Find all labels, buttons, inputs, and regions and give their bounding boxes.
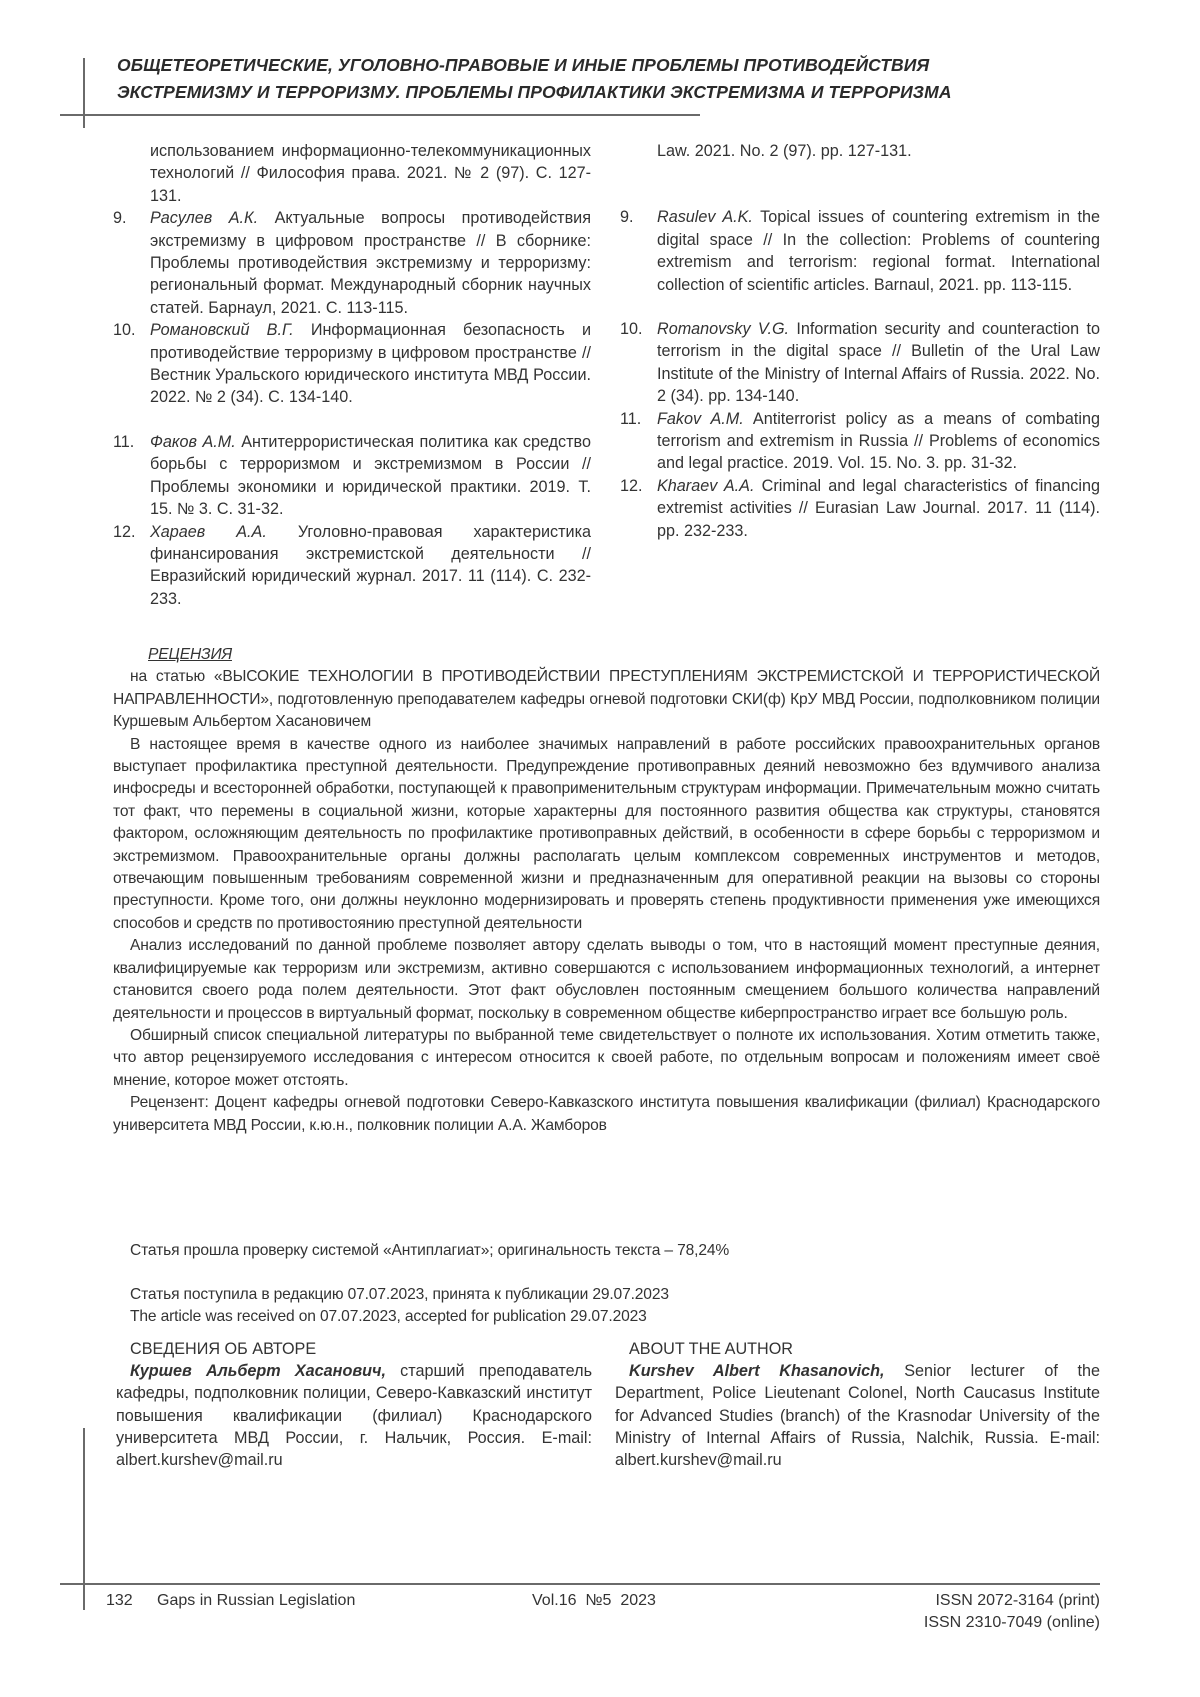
reference-text: Уголовно-правовая характеристика финансирования экстремистской деятельности // Евразийский юридический журнал. 2017. 11 (114). С. 232-233. [150,522,592,608]
spacer [620,162,1100,206]
author-heading: СВЕДЕНИЯ ОБ АВТОРЕ [130,1340,317,1358]
reference-continuation: Law. 2021. No. 2 (97). pp. 127-131. [657,142,912,160]
reference-author: Расулев А.К. [150,209,259,228]
review-paragraph: Анализ исследований по данной проблеме позволяет автору сделать выводы о том, что в настоящий момент преступные деяния, квалифицируемые как терроризм или экстремизм, активно совершаются с использованием информационных технологий, а интернет становится своего рода полем деятельности. Этот факт обусловлен постоянным смещением большого количества направлений деятельности и процессов в виртуальный формат, поскольку в современном обществе киберпространство играет все большую роль. [113,937,1100,1022]
author-info-en [615,1338,1100,1471]
reference-item [620,475,1100,542]
reference-author: Rasulev A.K. [657,208,753,227]
reference-author: Факов А.М. [150,432,236,451]
references-en [620,140,1100,542]
reference-item [620,318,1100,408]
reference-item [113,521,591,611]
top-left-vertical-rule [83,58,85,128]
reviewer: Рецензент: Доцент кафедры огневой подготовки Северо-Кавказского института повышения квалификации (филиал) Краснодарского университета МВД России, к.ю.н., полковник полиции А.А. Жамборов [113,1094,1100,1134]
page-number: 132 [106,1592,133,1609]
issn-online: ISSN 2310-7049 (online) [923,1614,1100,1631]
review-title: РЕЦЕНЗИЯ [148,646,232,663]
reference-author: Fakov A.M. [657,409,744,428]
reference-number: 12. [113,522,136,541]
issn-print: ISSN 2072-3164 (print) [935,1592,1100,1609]
footer-rule [60,1583,1100,1585]
reference-author: Kharaev A.A. [657,476,755,495]
reference-number: 12. [620,476,643,495]
issue-info: Vol.16 №5 2023 [532,1592,656,1609]
author-bio [615,1360,1100,1471]
author-details: Senior lecturer of the Department, Police Lieutenant Colonel, North Caucasus Institute for Advanced Studies (branch) of the Krasnodar University of the Ministry of Internal Affairs of Russia, Nalchik, Russia. E-mail: albert.kurshev@mail.ru [615,1362,1101,1470]
spacer [113,409,591,431]
spacer [620,296,1100,318]
author-bio [116,1360,592,1471]
author-name: Куршев Альберт Хасанович, [130,1362,386,1381]
reference-item [113,319,591,409]
running-head-line-1: ОБЩЕТЕОРЕТИЧЕСКИЕ, УГОЛОВНО-ПРАВОВЫЕ И ИНЫЕ ПРОБЛЕМЫ ПРОТИВОДЕЙСТВИЯ [117,55,930,75]
author-name: Kurshev Albert Khasanovich, [629,1362,885,1381]
references-ru [113,140,591,610]
reference-text: Topical issues of countering extremism in the digital space // In the collection: Problems of countering extremism and terrorism: regional format. International collection of scientific articles. Barnaul, 2021. pp. 113-115. [657,208,1100,294]
reference-author: Романовский В.Г. [150,321,294,340]
reference-continuation: использованием информационно-телекоммуникационных технологий // Философия права. 2021. № 2 (97). С. 127-131. [150,142,591,205]
review-section [113,644,1100,1137]
reference-text: Antiterrorist policy as a means of combating terrorism and extremism in Russia // Problems of economics and legal practice. 2019. Vol. 15. No. 3. pp. 31-32. [657,409,1100,473]
issn-block [924,1590,1100,1634]
reference-number: 10. [620,320,643,339]
reference-item [113,431,591,521]
author-heading: ABOUT THE AUTHOR [629,1340,794,1358]
reference-item [620,408,1100,475]
review-subject: на статью «ВЫСОКИЕ ТЕХНОЛОГИИ В ПРОТИВОДЕЙСТВИИ ПРЕСТУПЛЕНИЯМ ЭКСТРЕМИСТСКОЙ И ТЕРРОРИСТИЧЕСКОЙ НАПРАВЛЕННОСТИ», подготовленную преподавателем кафедры огневой подготовки СКИ(ф) КрУ МВД России, подполковником полиции Куршевым Альбертом Хасановичем [113,668,1100,731]
running-head-line-2: ЭКСТРЕМИЗМУ И ТЕРРОРИЗМУ. ПРОБЛЕМЫ ПРОФИЛАКТИКИ ЭКСТРЕМИЗМА И ТЕРРОРИЗМА [117,82,952,102]
received-date-en: The article was received on 07.07.2023, accepted for publication 29.07.2023 [130,1308,647,1325]
reference-number: 11. [113,432,135,451]
reference-text: Антитеррористическая политика как средство борьбы с терроризмом и экстремизмом в России // Проблемы экономики и юридической практики. 2019. Т. 15. № 3. С. 31-32. [150,432,591,519]
reference-number: 11. [620,409,642,428]
reference-text: Актуальные вопросы противодействия экстремизму в цифровом пространстве // В сборнике: Проблемы противодействия экстремизму и терроризму: региональный формат. Международный сборник научных статей. Барнаул, 2021. С. 113-115. [150,209,591,317]
reference-number: 10. [113,321,136,340]
author-info-ru [116,1338,592,1471]
running-head [117,52,1077,106]
reference-author: Хараев А.А. [150,522,267,541]
author-details: старший преподаватель кафедры, подполковник полиции, Северо-Кавказский институт повышения квалификации (филиал) Краснодарского университета МВД России, г. Нальчик, Россия. E-mail: albert.kurshev@mail.ru [116,1362,592,1470]
journal-name: Gaps in Russian Legislation [157,1592,356,1609]
antiplagiat-note: Статья прошла проверку системой «Антиплагиат»; оригинальность текста – 78,24% [130,1242,730,1259]
reference-text: Information security and counteraction to terrorism in the digital space // Bulletin of the Ural Law Institute of the Ministry of Internal Affairs of Russia. 2022. No. 2 (34). pp. 134-140. [657,320,1100,406]
reference-number: 9. [620,208,634,227]
reference-text: Информационная безопасность и противодействие терроризму в цифровом пространстве // Вестник Уральского юридического института МВД России. 2022. № 2 (34). С. 134-140. [150,321,591,407]
reference-text: Criminal and legal characteristics of financing extremist activities // Eurasian Law Journal. 2017. 11 (114). pp. 232-233. [657,476,1100,540]
reference-item [620,206,1100,296]
review-paragraph: Обширный список специальной литературы по выбранной теме свидетельствует о полноте их использования. Хотим отметить также, что автор рецензируемого исследования с интересом относится к своей работе, по отдельным вопросам и положениям имеет своё мнение, которое может отстоять. [113,1026,1100,1089]
review-paragraph: В настоящее время в качестве одного из наиболее значимых направлений в работе российских правоохранительных органов выступает профилактика преступной деятельности. Предупреждение противоправных деяний невозможно без вдумчивого анализа инфосреды и всесторонней обработки, поступающей к правоприменительным структурам информации. Примечательным можно считать тот факт, что перемены в социальной жизни, которые характерны для постоянного развития общества как структуры, становятся фактором, осложняющим деятельность по профилактике противоправных действий, в особенности в сфере борьбы с терроризмом и экстремизмом. Правоохранительные органы должны располагать целым комплексом современных инструментов и методов, отвечающим повышенным требованиям современной жизни и предназначенным для оперативной реакции на вызовы со стороны преступности. Кроме того, они должны неуклонно модернизировать и проверять степень продуктивности применения уже имеющихся способов и средств по противостоянию преступной деятельности [113,735,1100,932]
header-rule [60,114,700,116]
reference-number: 9. [113,209,127,228]
reference-author: Romanovsky V.G. [657,320,790,339]
reference-item [113,207,591,319]
received-date-ru: Статья поступила в редакцию 07.07.2023, принята к публикации 29.07.2023 [130,1286,669,1303]
